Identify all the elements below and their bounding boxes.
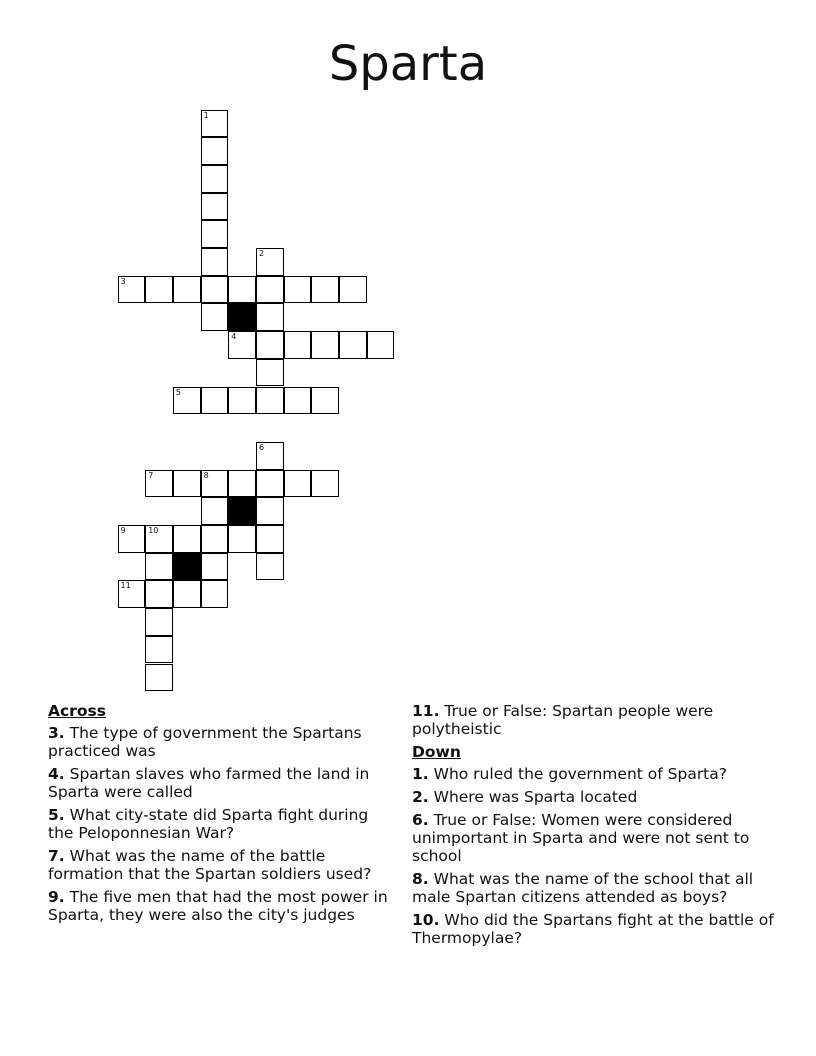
grid-cell[interactable] <box>201 470 229 498</box>
clue-number: 10. <box>412 911 440 929</box>
grid-cell[interactable] <box>311 331 339 359</box>
clue-text: The five men that had the most power in Sparta, they were also the city's judges <box>48 888 388 924</box>
clue-across-9 <box>48 888 398 924</box>
grid-cell[interactable] <box>201 303 229 331</box>
cell-number: 9 <box>120 526 126 535</box>
cell-number: 8 <box>203 470 209 480</box>
grid-cell[interactable] <box>228 276 256 304</box>
grid-cell[interactable] <box>145 553 173 581</box>
grid-cell[interactable] <box>201 110 229 138</box>
grid-cell[interactable] <box>339 331 367 359</box>
grid-cell[interactable] <box>201 220 229 248</box>
grid-cell[interactable] <box>201 387 229 415</box>
clue-text: True or False: Spartan people were polytheistic <box>412 702 714 738</box>
black-cell <box>228 497 256 525</box>
clue-across-11 <box>412 702 782 738</box>
cell-number: 5 <box>175 387 181 397</box>
grid-cell[interactable] <box>118 580 146 608</box>
down-heading: Down <box>412 743 461 761</box>
grid-cell[interactable] <box>284 331 312 359</box>
grid-cell[interactable] <box>367 331 395 359</box>
grid-cell[interactable] <box>145 525 173 553</box>
grid-cell[interactable] <box>284 276 312 304</box>
grid-cell[interactable] <box>228 331 256 359</box>
grid-cell[interactable] <box>284 387 312 415</box>
cell-number: 7 <box>148 470 154 480</box>
grid-cell[interactable] <box>118 276 146 304</box>
clue-number: 8. <box>412 870 429 888</box>
clue-text: Who ruled the government of Sparta? <box>433 765 727 783</box>
cell-number: 4 <box>231 332 237 342</box>
clue-down-2 <box>412 788 782 806</box>
grid-cell[interactable] <box>256 359 284 387</box>
grid-cell[interactable] <box>256 525 284 553</box>
grid-cell[interactable] <box>228 470 256 498</box>
clues-right-column <box>412 702 782 952</box>
grid-cell[interactable] <box>118 525 146 553</box>
clue-text: What was the name of the battle formation that the Spartan soldiers used? <box>48 847 372 883</box>
clue-number: 4. <box>48 765 65 783</box>
grid-cell[interactable] <box>256 331 284 359</box>
clue-number: 7. <box>48 847 65 865</box>
grid-cell[interactable] <box>311 276 339 304</box>
grid-cell[interactable] <box>256 553 284 581</box>
cell-number: 11 <box>120 581 131 591</box>
grid-cell[interactable] <box>256 387 284 415</box>
clue-across-5 <box>48 806 398 842</box>
clue-text: The type of government the Spartans practiced was <box>48 724 362 760</box>
grid-cell[interactable] <box>201 497 229 525</box>
grid-cell[interactable] <box>201 137 229 165</box>
grid-cell[interactable] <box>201 580 229 608</box>
grid-cell[interactable] <box>256 248 284 276</box>
clue-down-8 <box>412 870 782 906</box>
cell-number: 3 <box>120 276 126 286</box>
grid-cell[interactable] <box>173 276 201 304</box>
grid-cell[interactable] <box>145 608 173 636</box>
grid-cell[interactable] <box>311 470 339 498</box>
grid-cell[interactable] <box>256 276 284 304</box>
clue-text: True or False: Women were considered unimportant in Sparta and were not sent to school <box>412 811 750 865</box>
clue-text: What city-state did Sparta fight during the Peloponnesian War? <box>48 806 369 842</box>
clue-number: 9. <box>48 888 65 906</box>
grid-cell[interactable] <box>145 276 173 304</box>
grid-cell[interactable] <box>173 387 201 415</box>
black-cell <box>228 303 256 331</box>
clue-down-10 <box>412 911 782 947</box>
cell-number: 2 <box>259 249 265 258</box>
grid-cell[interactable] <box>256 470 284 498</box>
grid-cell[interactable] <box>201 276 229 304</box>
grid-cell[interactable] <box>145 580 173 608</box>
cell-number: 10 <box>148 526 159 535</box>
grid-cell[interactable] <box>173 525 201 553</box>
clue-number: 2. <box>412 788 429 806</box>
grid-cell[interactable] <box>145 636 173 664</box>
clue-number: 6. <box>412 811 429 829</box>
grid-cell[interactable] <box>339 276 367 304</box>
grid-cell[interactable] <box>284 470 312 498</box>
clue-down-6 <box>412 811 782 865</box>
clue-number: 11. <box>412 702 440 720</box>
clue-text: What was the name of the school that all male Spartan citizens attended as boys? <box>412 870 754 906</box>
grid-cell[interactable] <box>256 303 284 331</box>
grid-cell[interactable] <box>201 165 229 193</box>
clue-number: 1. <box>412 765 429 783</box>
cell-number: 6 <box>259 442 265 452</box>
grid-cell[interactable] <box>173 580 201 608</box>
clue-text: Who did the Spartans fight at the battle of Thermopylae? <box>412 911 774 947</box>
clue-number: 5. <box>48 806 65 824</box>
clue-across-4 <box>48 765 398 801</box>
clues-left-column <box>48 702 398 929</box>
grid-cell[interactable] <box>311 387 339 415</box>
clue-down-1 <box>412 765 782 783</box>
clue-text: Where was Sparta located <box>433 788 638 806</box>
clue-across-3 <box>48 724 398 760</box>
grid-cell[interactable] <box>201 553 229 581</box>
grid-cell[interactable] <box>173 470 201 498</box>
grid-cell[interactable] <box>228 525 256 553</box>
grid-cell[interactable] <box>256 497 284 525</box>
cell-number: 1 <box>203 110 209 120</box>
grid-cell[interactable] <box>145 470 173 498</box>
grid-cell[interactable] <box>201 193 229 221</box>
grid-cell[interactable] <box>201 248 229 276</box>
clue-across-7 <box>48 847 398 883</box>
grid-cell[interactable] <box>145 664 173 692</box>
black-cell <box>173 553 201 581</box>
grid-cell[interactable] <box>228 387 256 415</box>
across-heading: Across <box>48 702 106 720</box>
grid-cell[interactable] <box>201 525 229 553</box>
puzzle-title: Sparta <box>328 36 488 92</box>
clue-number: 3. <box>48 724 65 742</box>
clue-text: Spartan slaves who farmed the land in Sparta were called <box>48 765 370 801</box>
grid-cell[interactable] <box>256 442 284 470</box>
